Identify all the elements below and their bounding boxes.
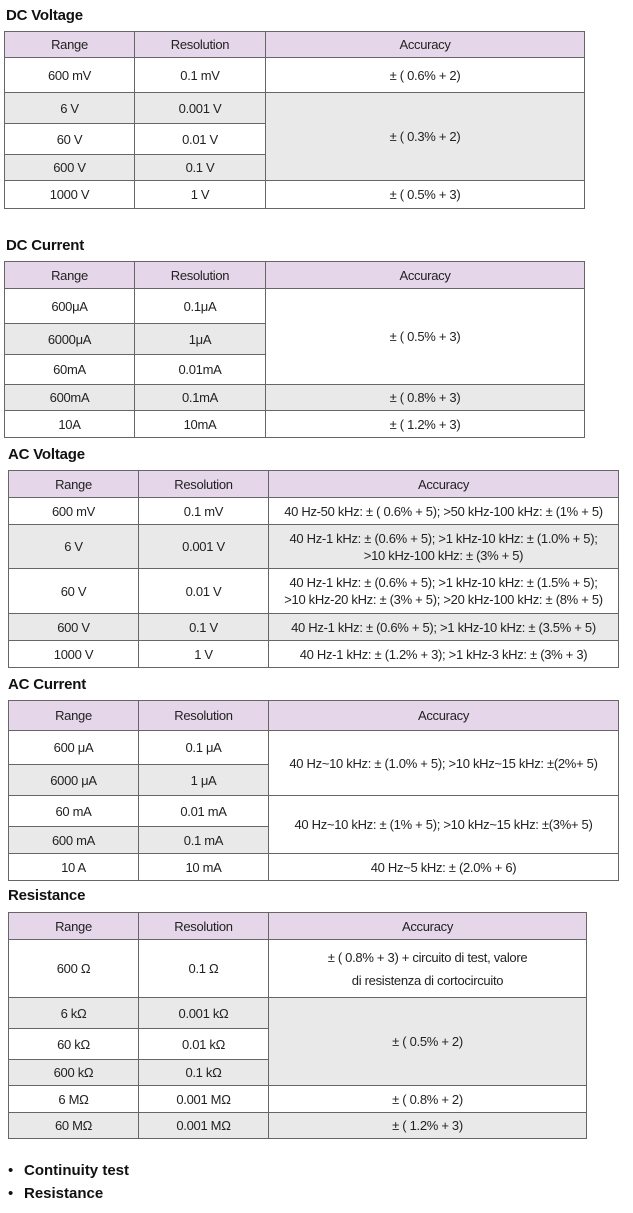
accuracy-line: 40 Hz-50 kHz: ± ( 0.6% + 5); >50 kHz-100 kHz: ± (1% + 5) [284,503,603,519]
accuracy-line: 40 Hz-1 kHz: ± (0.6% + 5); >1 kHz-10 kHz: ± (1.5% + 5); [289,575,598,590]
accuracy-cell [269,940,587,998]
accuracy-cell: 40 Hz~10 kHz: ± (1% + 5); >10 kHz~15 kHz: ±(3%+ 5) [269,796,619,854]
range-cell: 60 mA [9,796,139,827]
resolution-cell: 0.1μA [135,289,266,324]
range-cell: 60mA [5,355,135,385]
ac-current-title: AC Current [8,676,87,693]
table-row [9,614,619,641]
range-cell: 6 MΩ [9,1086,139,1113]
range-header: Range [9,913,139,940]
accuracy-cell: ± ( 0.5% + 2) [269,998,587,1086]
range-cell: 600 Ω [9,940,139,998]
accuracy-cell: ± ( 0.3% + 2) [266,93,585,181]
resolution-cell: 0.01mA [135,355,266,385]
resolution-cell: 0.001 V [135,93,266,124]
accuracy-line: 40 Hz-1 kHz: ± (0.6% + 5); >1 kHz-10 kHz: ± (1.0% + 5); [289,530,598,546]
resolution-header: Resolution [135,262,266,289]
list-item [8,1160,129,1183]
resolution-cell: 0.1mA [135,385,266,411]
range-cell: 1000 V [5,181,135,209]
accuracy-cell: ± ( 0.5% + 3) [266,289,585,385]
range-cell: 600 mA [9,827,139,854]
range-cell: 6 V [9,525,139,569]
dc-current-title: DC Current [6,237,85,254]
resolution-cell: 0.1 V [135,155,266,181]
resolution-header: Resolution [139,471,269,498]
resolution-cell: 1μA [135,324,266,355]
accuracy-cell: 40 Hz~5 kHz: ± (2.0% + 6) [269,854,619,881]
table-row [9,1113,587,1139]
accuracy-line: 40 Hz-1 kHz: ± (1.2% + 3); >1 kHz-3 kHz: ± (3% + 3) [299,646,588,662]
resolution-cell: 1 V [139,641,269,668]
table-row [5,289,585,324]
range-cell: 60 MΩ [9,1113,139,1139]
range-cell: 10A [5,411,135,438]
range-cell: 6000 μA [9,765,139,796]
range-cell: 600mA [5,385,135,411]
resolution-cell: 0.1 mV [135,58,266,93]
resolution-cell: 0.1 mV [139,498,269,525]
resolution-header: Resolution [139,913,269,940]
table-row [9,569,619,614]
range-header: Range [9,701,139,731]
range-cell: 600 V [5,155,135,181]
range-header: Range [5,262,135,289]
table-header-row [5,32,585,58]
resolution-cell: 0.01 kΩ [139,1029,269,1060]
resolution-cell: 1 μA [139,765,269,796]
accuracy-cell [269,614,619,641]
bullet-text: Continuity test [24,1162,129,1179]
range-cell: 1000 V [9,641,139,668]
resistance-title: Resistance [8,887,86,904]
accuracy-line: ± ( 0.8% + 3) + circuito di test, valore [327,949,528,965]
range-cell: 600 mV [9,498,139,525]
resolution-cell: 0.001 kΩ [139,998,269,1029]
table-row [5,93,585,124]
resolution-cell: 1 V [135,181,266,209]
range-cell: 600μA [5,289,135,324]
table-row [9,525,619,569]
accuracy-cell: ± ( 0.8% + 2) [269,1086,587,1113]
resolution-cell: 0.1 kΩ [139,1060,269,1086]
accuracy-header: Accuracy [269,913,587,940]
resolution-cell: 0.1 V [139,614,269,641]
range-cell: 60 V [9,569,139,614]
ac-voltage-title: AC Voltage [8,446,85,463]
resolution-cell: 0.001 MΩ [139,1086,269,1113]
accuracy-cell: ± ( 0.5% + 3) [266,181,585,209]
ac-current-table [8,700,619,881]
dc-voltage-title: DC Voltage [6,7,83,24]
table-row [9,940,587,998]
accuracy-cell [269,641,619,668]
range-cell: 600 V [9,614,139,641]
resolution-cell: 0.1 Ω [139,940,269,998]
table-row [5,58,585,93]
range-cell: 6000μA [5,324,135,355]
table-header-row [9,701,619,731]
table-row [9,854,619,881]
range-header: Range [9,471,139,498]
resolution-header: Resolution [139,701,269,731]
accuracy-cell: ± ( 1.2% + 3) [266,411,585,438]
ac-voltage-table [8,470,619,668]
accuracy-header: Accuracy [266,262,585,289]
accuracy-line: >10 kHz-100 kHz: ± (3% + 5) [363,547,524,563]
accuracy-line: >10 kHz-20 kHz: ± (3% + 5); >20 kHz-100 kHz: ± (8% + 5) [284,592,603,607]
resolution-cell: 10 mA [139,854,269,881]
resolution-cell: 0.1 mA [139,827,269,854]
range-cell: 10 A [9,854,139,881]
resolution-cell: 0.01 V [139,569,269,614]
bullet-icon: • [8,1162,14,1179]
resolution-header: Resolution [135,32,266,58]
accuracy-header: Accuracy [266,32,585,58]
resolution-cell: 0.1 μA [139,731,269,765]
table-row [9,641,619,668]
accuracy-header: Accuracy [269,701,619,731]
range-cell: 60 kΩ [9,1029,139,1060]
accuracy-header: Accuracy [269,471,619,498]
dc-current-table [4,261,585,438]
dc-voltage-table [4,31,585,209]
table-row [5,181,585,209]
table-header-row [9,913,587,940]
range-cell: 600 mV [5,58,135,93]
table-row [9,998,587,1029]
range-cell: 600 kΩ [9,1060,139,1086]
accuracy-cell: ± ( 1.2% + 3) [269,1113,587,1139]
resolution-cell: 0.01 mA [139,796,269,827]
table-row [5,411,585,438]
bullet-text: Resistance [24,1185,104,1202]
table-row [9,731,619,765]
accuracy-cell [269,498,619,525]
resolution-cell: 0.01 V [135,124,266,155]
list-item [8,1183,129,1206]
accuracy-cell: ± ( 0.8% + 3) [266,385,585,411]
table-row [9,498,619,525]
accuracy-cell: ± ( 0.6% + 2) [266,58,585,93]
range-header: Range [5,32,135,58]
accuracy-line: 40 Hz-1 kHz: ± (0.6% + 5); >1 kHz-10 kHz: ± (3.5% + 5) [291,619,596,635]
table-row [9,1086,587,1113]
resolution-cell: 0.001 V [139,525,269,569]
table-row [9,796,619,827]
table-row [5,385,585,411]
accuracy-cell [269,525,619,569]
range-cell: 6 V [5,93,135,124]
accuracy-line: di resistenza di cortocircuito [351,972,504,988]
resolution-cell: 10mA [135,411,266,438]
bullet-icon: • [8,1185,14,1202]
resistance-table [8,912,587,1139]
range-cell: 600 μA [9,731,139,765]
table-header-row [9,471,619,498]
table-header-row [5,262,585,289]
accuracy-cell [269,569,619,614]
range-cell: 60 V [5,124,135,155]
accuracy-cell: 40 Hz~10 kHz: ± (1.0% + 5); >10 kHz~15 kHz: ±(2%+ 5) [269,731,619,796]
resolution-cell: 0.001 MΩ [139,1113,269,1139]
range-cell: 6 kΩ [9,998,139,1029]
feature-bullet-list [8,1160,129,1206]
